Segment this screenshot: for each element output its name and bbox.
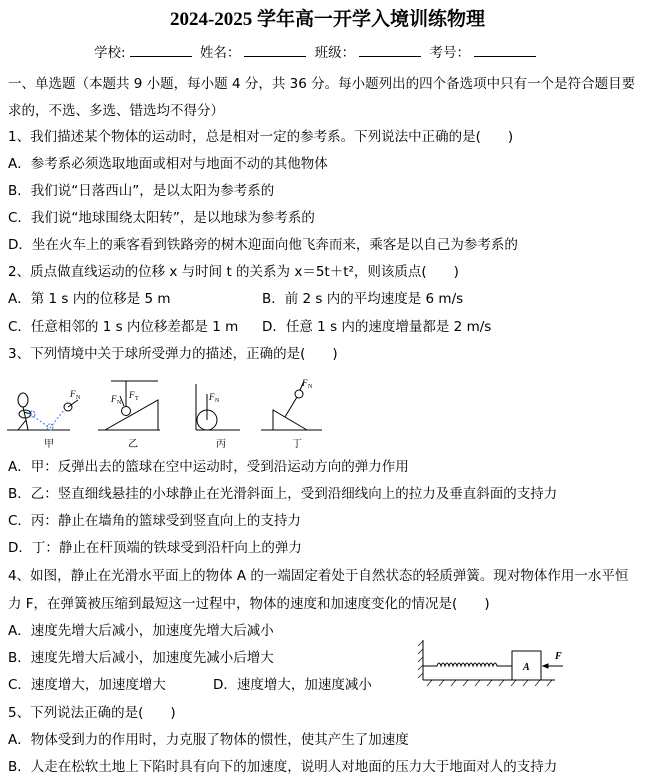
fn-label-yi: F: [111, 394, 117, 404]
section-heading-cont: 求的，不选、多选、错选均不得分）: [8, 103, 224, 119]
q1-option-b: B．我们说“日落西山”，是以太阳为参考系的: [8, 183, 275, 199]
q3-option-b: B．乙：竖直细线悬挂的小球静止在光滑斜面上，受到沿细线向上的拉力及垂直斜面的支持力: [8, 486, 558, 502]
name-label: 姓名：: [199, 45, 241, 61]
q4-option-c: C．速度增大，加速度增大: [8, 677, 166, 693]
q3-stem: 3、下列情境中关于球所受弹力的描述，正确的是( ): [8, 346, 338, 362]
figure-bing: [196, 384, 240, 430]
student-info: [94, 41, 540, 61]
fn-label-ding: F: [302, 378, 308, 388]
fn-sub-yi: N: [117, 400, 122, 406]
q1-option-d: D．坐在火车上的乘客看到铁路旁的树木迎面向他飞奔而来，乘客是以自己为参考系的: [8, 237, 518, 253]
fn-sub-ding: N: [308, 384, 313, 390]
force-label: F: [555, 651, 562, 662]
school-blank[interactable]: [130, 44, 192, 57]
class-blank[interactable]: [359, 44, 421, 57]
q3-option-d: D．丁：静止在杆顶端的铁球受到沿杆向上的弹力: [8, 540, 302, 556]
q2-option-a: A．第 1 s 内的位移是 5 m: [8, 291, 171, 307]
q1-stem: 1、我们描述某个物体的运动时，总是相对一定的参考系。下列说法中正确的是( ): [8, 129, 514, 145]
q2-option-d: D．任意 1 s 内的速度增量都是 2 m/s: [262, 319, 492, 335]
figure-ding: [261, 381, 322, 430]
q1-option-a: A．参考系必须选取地面或相对与地面不动的其他物体: [8, 156, 328, 172]
q4-option-d: D．速度增大，加速度减小: [213, 677, 372, 693]
q5-option-b: B．人走在松软土地上下陷时具有向下的加速度，说明人对地面的压力大于地面对人的支持力: [8, 759, 558, 775]
spring: [423, 663, 512, 666]
number-label: 考号：: [429, 45, 470, 61]
fn-sub-bing: N: [215, 398, 220, 404]
q2-stem: 2、质点做直线运动的位移 x 与时间 t 的关系为 x＝5t＋t²，则该质点( ): [8, 264, 459, 280]
figure-label-ding: 丁: [292, 439, 302, 450]
class-label: 班级：: [314, 45, 356, 61]
figure-label-yi: 乙: [128, 439, 138, 450]
q4-option-b: B．速度先增大后减小，加速度先减小后增大: [8, 650, 274, 666]
number-blank[interactable]: [474, 44, 536, 57]
spring-block-figure: [415, 636, 575, 688]
q4-option-a: A．速度先增大后减小，加速度先增大后减小: [8, 623, 274, 639]
section-heading: 一、单选题（本题共 9 小题，每小题 4 分，共 36 分。每小题列出的四个备选项中只有一个是符合题目要: [8, 76, 636, 92]
q2-option-c: C．任意相邻的 1 s 内位移差都是 1 m: [8, 319, 239, 335]
ft-sub-yi: T: [135, 396, 139, 402]
school-label: 学校:: [94, 45, 126, 61]
fn-label-jia: F: [70, 389, 76, 399]
q3-option-c: C．丙：静止在墙角的篮球受到竖直向上的支持力: [8, 513, 301, 529]
q4-stem: 4、如图，静止在光滑水平面上的物体 A 的一端固定着处于自然状态的轻质弹簧。现对物体作用一水平恒: [8, 568, 629, 584]
name-blank[interactable]: [244, 44, 306, 57]
figure-yi: [98, 381, 160, 430]
block-label: A: [523, 662, 530, 673]
figure-jia: [7, 393, 78, 430]
q3-figures: [0, 370, 340, 455]
page-title: 2024-2025 学年高一开学入境训练物理: [169, 9, 486, 30]
q1-option-c: C．我们说“地球围绕太阳转”，是以地球为参考系的: [8, 210, 315, 226]
ft-label-yi: F: [129, 390, 135, 400]
q4-stem-cont: 力 F，在弹簧被压缩到最短这一过程中，物体的速度和加速度变化的情况是( ): [8, 596, 490, 612]
q3-option-a: A．甲：反弹出去的篮球在空中运动时，受到沿运动方向的弹力作用: [8, 459, 409, 475]
q5-stem: 5、下列说法正确的是( ): [8, 705, 176, 721]
fn-label-bing: F: [209, 392, 215, 402]
figure-label-jia: 甲: [44, 439, 54, 450]
q2-option-b: B．前 2 s 内的平均速度是 6 m/s: [262, 291, 464, 307]
q5-option-a: A．物体受到力的作用时，力克服了物体的惯性，使其产生了加速度: [8, 732, 409, 748]
fn-sub-jia: N: [76, 395, 81, 401]
figure-label-bing: 丙: [216, 439, 226, 450]
